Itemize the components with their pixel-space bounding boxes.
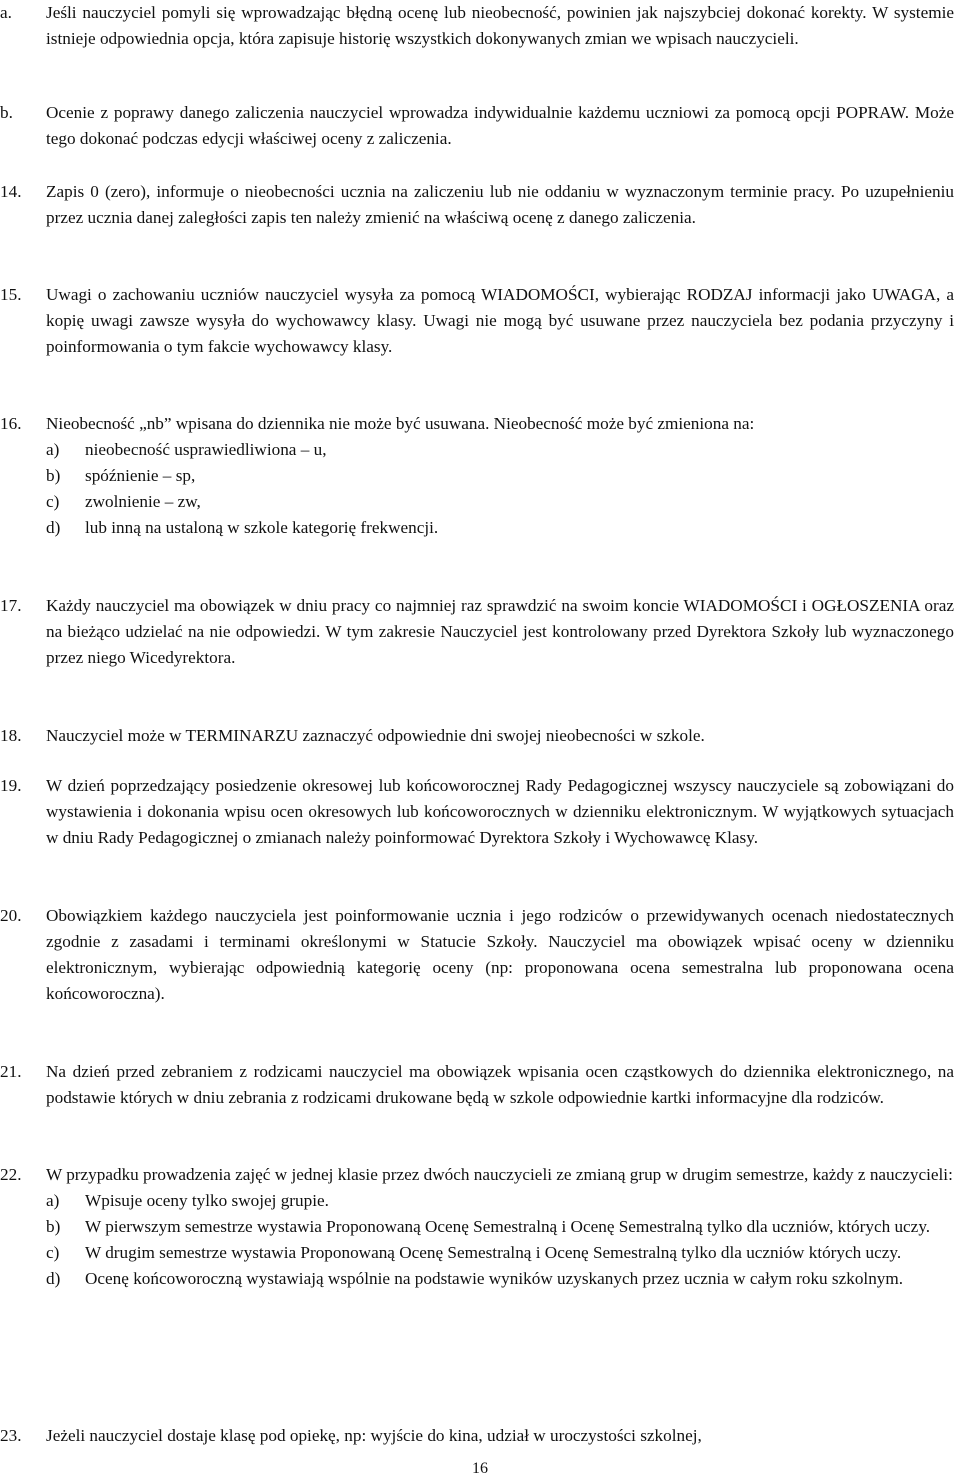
sub-item-text: zwolnienie – zw, (85, 492, 201, 511)
sub-item-text: W pierwszym semestrze wystawia Proponowaną Ocenę Semestralną i Ocenę Semestralną tylko dla uczniów, których uczy. (85, 1217, 931, 1236)
list-item (0, 411, 954, 541)
sub-item-label: b) (46, 466, 61, 485)
list-item (0, 100, 954, 152)
item-label: 22. (0, 1165, 22, 1184)
item-label: a. (0, 3, 12, 22)
sub-item-text: W drugim semestrze wystawia Proponowaną Ocenę Semestralną i Ocenę Semestralną tylko dla uczniów których uczy. (85, 1243, 902, 1262)
list-item (0, 1423, 954, 1449)
item-text: Jeżeli nauczyciel dostaje klasę pod opiekę, np: wyjście do kina, udział w uroczystości szkolnej, (46, 1426, 702, 1445)
item-text: Ocenie z poprawy danego zaliczenia nauczyciel wprowadza indywidualnie każdemu uczniowi za pomocą opcji POPRAW. Może tego dokonać podczas edycji właściwej oceny z zaliczenia. (46, 103, 954, 148)
item-label: 20. (0, 906, 22, 925)
sub-item (46, 463, 954, 489)
sub-item-label: c) (46, 1243, 60, 1262)
item-label: 18. (0, 726, 22, 745)
item-label: 16. (0, 414, 22, 433)
sub-item-label: d) (46, 1269, 61, 1288)
item-text: Nieobecność „nb” wpisana do dziennika nie może być usuwana. Nieobecność może być zmieniona na: (46, 414, 755, 433)
item-label: 21. (0, 1062, 22, 1081)
sub-item-text: Wpisuje oceny tylko swojej grupie. (85, 1191, 329, 1210)
item-label: 14. (0, 182, 22, 201)
item-text: Nauczyciel może w TERMINARZU zaznaczyć odpowiednie dni swojej nieobecności w szkole. (46, 726, 705, 745)
item-label: 17. (0, 596, 22, 615)
item-text: Na dzień przed zebraniem z rodzicami nauczyciel ma obowiązek wpisania ocen cząstkowych do dziennika elektronicznego, na podstawie których w dniu zebrania z rodzicami drukowane będą w szkole odpowiednie kartki informacyjne dla rodziców. (46, 1062, 954, 1107)
item-label: 23. (0, 1426, 22, 1445)
sub-item-label: c) (46, 492, 60, 511)
list-item (0, 723, 954, 749)
list-item (0, 773, 954, 851)
page-number: 16 (472, 1460, 488, 1477)
sub-item (46, 1188, 954, 1214)
list-item (0, 1162, 954, 1292)
item-label: 15. (0, 285, 22, 304)
item-label: 19. (0, 776, 22, 795)
list-item (0, 593, 954, 671)
sub-item-label: a) (46, 1191, 60, 1210)
item-text: Każdy nauczyciel ma obowiązek w dniu pracy co najmniej raz sprawdzić na swoim koncie WIADOMOŚCI i OGŁOSZENIA oraz na bieżąco udzielać na nie odpowiedzi. W tym zakresie Nauczyciel jest kontrolowany przed Dyrektora Szkoły lub wyznaczonego przez niego Wicedyrektora. (46, 596, 954, 667)
list-item (0, 903, 954, 1007)
sub-item (46, 489, 954, 515)
sub-item-label: b) (46, 1217, 61, 1236)
item-text: Zapis 0 (zero), informuje o nieobecności ucznia na zaliczeniu lub nie oddaniu w wyznaczonym terminie pracy. Po uzupełnieniu przez ucznia danej zaległości zapis ten należy zmienić na właściwą ocenę z danego zaliczenia. (46, 182, 954, 227)
list-item (0, 1059, 954, 1111)
item-text: W dzień poprzedzający posiedzenie okresowej lub końcoworocznej Rady Pedagogicznej wszyscy nauczyciele są zobowiązani do wystawienia i dokonania wpisu ocen okresowych lub końcoworocznych w dzienniku elektronicznym. W wyjątkowych sytuacjach w dniu Rady Pedagogicznej o zmianach należy poinformować Dyrektora Szkoły i Wychowawcę Klasy. (46, 776, 954, 847)
list-item (0, 179, 954, 231)
sub-item-text: nieobecność usprawiedliwiona – u, (85, 440, 327, 459)
sub-item-text: spóźnienie – sp, (85, 466, 196, 485)
sub-item-text: lub inną na ustaloną w szkole kategorię frekwencji. (85, 518, 439, 537)
item-text: W przypadku prowadzenia zajęć w jednej klasie przez dwóch nauczycieli ze zmianą grup w drugim semestrze, każdy z nauczycieli: (46, 1165, 953, 1184)
item-label: b. (0, 103, 13, 122)
list-item (0, 282, 954, 360)
sub-item (46, 437, 954, 463)
sub-item-text: Ocenę końcoworoczną wystawiają wspólnie na podstawie wyników uzyskanych przez ucznia w całym roku szkolnym. (85, 1269, 904, 1288)
list-item (0, 0, 954, 52)
item-text: Obowiązkiem każdego nauczyciela jest poinformowanie ucznia i jego rodziców o przewidywanych ocenach niedostatecznych zgodnie z zasadami i terminami określonymi w Statucie Szkoły. Nauczyciel ma obowiązek wpisać oceny w dzienniku elektronicznym, wybierając odpowiednią kategorię oceny (np: proponowana ocena semestralna lub proponowana ocena końcoworoczna). (46, 906, 954, 1003)
item-text: Uwagi o zachowaniu uczniów nauczyciel wysyła za pomocą WIADOMOŚCI, wybierając RODZAJ informacji jako UWAGA, a kopię uwagi zawsze wysyła do wychowawcy klasy. Uwagi nie mogą być usuwane przez nauczyciela bez podania przyczyny i poinformowania o tym fakcie wychowawcy klasy. (46, 285, 954, 356)
sub-item (46, 1214, 954, 1240)
sub-item (46, 515, 954, 541)
sub-item-label: d) (46, 518, 61, 537)
sub-item (46, 1240, 954, 1266)
item-text: Jeśli nauczyciel pomyli się wprowadzając błędną ocenę lub nieobecność, powinien jak najszybciej dokonać korekty. W systemie istnieje odpowiednia opcja, która zapisuje historię wszystkich dokonywanych zmian we wpisach nauczycieli. (46, 3, 954, 48)
sub-item (46, 1266, 954, 1292)
sub-item-label: a) (46, 440, 60, 459)
